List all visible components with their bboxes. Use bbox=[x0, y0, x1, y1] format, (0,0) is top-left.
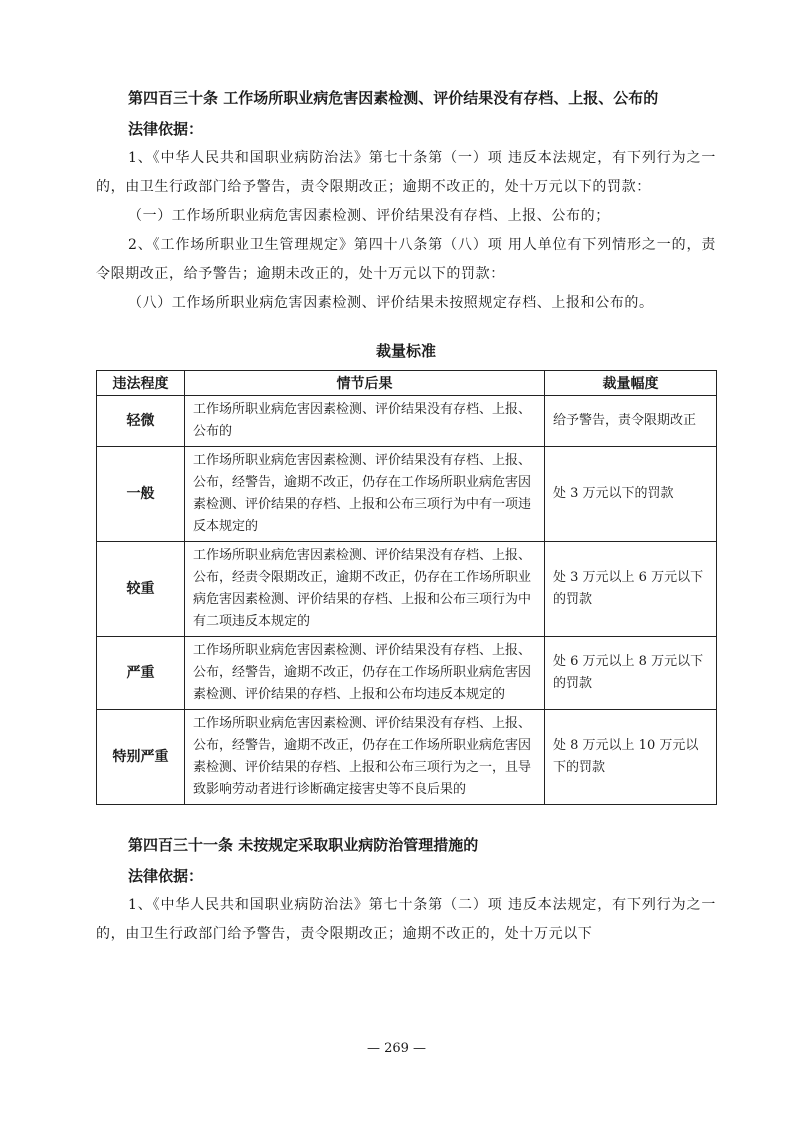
table-row bbox=[97, 542, 717, 637]
table-row bbox=[97, 710, 717, 805]
article-431-paragraph-1: 1、《中华人民共和国职业病防治法》第七十条第（二）项 违反本法规定，有下列行为之一的，由卫生行政部门给予警告，责令限期改正；逾期不改正的，处十万元以下 bbox=[96, 897, 716, 942]
legal-basis-heading: 法律依据： bbox=[128, 867, 204, 885]
article-430-paragraph-1: 1、《中华人民共和国职业病防治法》第七十条第（一）项 违反本法规定，有下列行为之一的，由卫生行政部门给予警告，责令限期改正；逾期不改正的，处十万元以下的罚款： bbox=[96, 150, 716, 195]
document-page bbox=[96, 82, 716, 949]
table-row bbox=[97, 447, 717, 542]
circumstance-cell: 工作场所职业病危害因素检测、评价结果没有存档、上报、公布的 bbox=[185, 396, 545, 447]
header-circumstance: 情节后果 bbox=[185, 371, 545, 396]
circumstance-cell: 工作场所职业病危害因素检测、评价结果没有存档、上报、公布，经警告，逾期不改正，仍存在工作场所职业病危害因素检测、评价结果的存档、上报和公布三项行为之一，且导致影响劳动者进行诊断确定接害史等不良后果的 bbox=[185, 710, 545, 805]
legal-basis-heading: 法律依据： bbox=[128, 120, 204, 138]
level-cell: 轻微 bbox=[97, 396, 185, 447]
header-violation-level: 违法程度 bbox=[97, 371, 185, 396]
article-430-paragraph-2: （一）工作场所职业病危害因素检测、评价结果没有存档、上报、公布的； bbox=[128, 208, 610, 224]
article-430-title: 第四百三十条 工作场所职业病危害因素检测、评价结果没有存档、上报、公布的 bbox=[128, 89, 659, 107]
header-penalty-range: 裁量幅度 bbox=[545, 371, 717, 396]
level-cell: 一般 bbox=[97, 447, 185, 542]
circumstance-cell: 工作场所职业病危害因素检测、评价结果没有存档、上报、公布，经责令限期改正，逾期不改正，仍存在工作场所职业病危害因素检测、评价结果的存档、上报和公布三项行为中有二项违反本规定的 bbox=[185, 542, 545, 637]
penalty-cell: 给予警告，责令限期改正 bbox=[545, 396, 717, 447]
circumstance-cell: 工作场所职业病危害因素检测、评价结果没有存档、上报、公布，经警告，逾期不改正，仍存在工作场所职业病危害因素检测、评价结果的存档、上报和公布三项行为中有一项违反本规定的 bbox=[185, 447, 545, 542]
table-row bbox=[97, 396, 717, 447]
penalty-cell: 处 3 万元以上 6 万元以下的罚款 bbox=[545, 542, 717, 637]
discretion-standard-title: 裁量标准 bbox=[375, 342, 436, 360]
penalty-cell: 处 8 万元以上 10 万元以下的罚款 bbox=[545, 710, 717, 805]
table-row bbox=[97, 637, 717, 710]
level-cell: 较重 bbox=[97, 542, 185, 637]
table-header-row bbox=[97, 371, 717, 396]
article-431-title: 第四百三十一条 未按规定采取职业病防治管理措施的 bbox=[128, 836, 479, 854]
level-cell: 特别严重 bbox=[97, 710, 185, 805]
article-430-paragraph-4: （八）工作场所职业病危害因素检测、评价结果未按照规定存档、上报和公布的。 bbox=[128, 295, 654, 311]
level-cell: 严重 bbox=[97, 637, 185, 710]
article-430-paragraph-3: 2、《工作场所职业卫生管理规定》第四十八条第（八）项 用人单位有下列情形之一的，责令限期改正，给予警告；逾期未改正的，处十万元以下的罚款： bbox=[96, 237, 716, 282]
penalty-cell: 处 6 万元以上 8 万元以下的罚款 bbox=[545, 637, 717, 710]
circumstance-cell: 工作场所职业病危害因素检测、评价结果没有存档、上报、公布，经警告，逾期不改正，仍存在工作场所职业病危害因素检测、评价结果的存档、上报和公布均违反本规定的 bbox=[185, 637, 545, 710]
page-number: — 269 — bbox=[366, 1041, 427, 1056]
discretion-standard-table bbox=[96, 370, 717, 805]
penalty-cell: 处 3 万元以下的罚款 bbox=[545, 447, 717, 542]
